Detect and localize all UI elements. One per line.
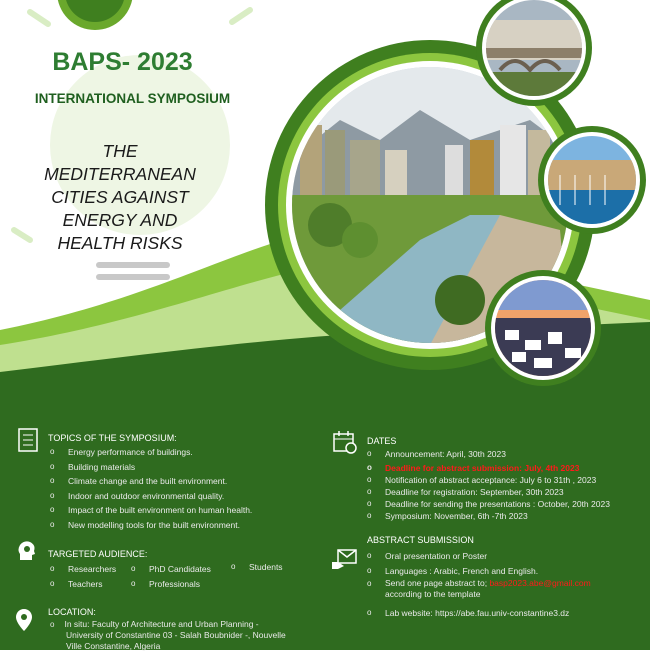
list-item: o Indoor and outdoor environmental quality. [50,489,252,504]
list-item: o PhD Candidates [131,562,211,577]
theme-line: ENERGY AND [62,210,178,230]
list-item: o Deadline for registration: September, 30th 2023 [367,486,610,498]
dates-heading: DATES [367,436,397,446]
checklist-icon [18,428,38,457]
location-line: o In situ: Faculty of Architecture and Urban Planning - [50,619,259,629]
symposium-theme [20,140,220,255]
harbor-image [538,126,646,234]
topics-list [50,445,252,532]
deadline-item: o Deadline for abstract submission: July, 4th 2023 [367,462,610,474]
topics-heading: TOPICS OF THE SYMPOSIUM: [48,433,177,443]
theme-line: CITIES AGAINST [51,187,189,207]
list-item: o Researchers [50,562,116,577]
list-item: o Teachers [50,577,116,592]
list-item: o Deadline for sending the presentations : October, 20th 2023 [367,498,610,510]
list-item: o Symposium: November, 6th -7th 2023 [367,510,610,522]
list-item: o Students [231,560,283,575]
location-pin-icon [16,609,32,636]
abstract-heading: ABSTRACT SUBMISSION [367,535,474,545]
list-item: o Professionals [131,577,211,592]
list-item: o Climate change and the built environment. [50,474,252,489]
submission-email[interactable]: basp2023.abe@gmail.com [489,578,591,588]
location-line: Ville Constantine, Algeria [66,641,161,651]
location-heading: LOCATION: [48,607,96,617]
audience-list-col3 [231,560,283,575]
location-address [50,619,286,652]
list-item: o New modelling tools for the built environment. [50,518,252,533]
calendar-icon [333,430,357,459]
santorini-image [485,270,601,386]
list-item: o Send one page abstract to; basp2023.abe@gmail.com [367,578,591,589]
list-item: o Announcement: April, 30th 2023 [367,447,610,462]
envelope-hand-icon [332,548,358,575]
theme-line: MEDITERRANEAN [44,164,196,184]
event-subtitle: INTERNATIONAL SYMPOSIUM [34,91,231,106]
audience-heading: TARGETED AUDIENCE: [48,549,148,559]
list-item: o Languages : Arabic, French and English. [367,564,591,579]
abstract-list [367,549,591,621]
list-item: o Energy performance of buildings. [50,445,252,460]
audience-list-col1 [50,562,116,591]
theme-line: THE [102,141,138,161]
lab-website-link[interactable]: o Lab website: https://abe.fau.univ-constantine3.dz [367,606,591,621]
dates-list [367,447,610,522]
list-item: o Impact of the built environment on human health. [50,503,252,518]
list-item: o Building materials [50,460,252,475]
head-gears-icon [16,540,38,567]
list-item: o Notification of abstract acceptance: July 6 to 31th , 2023 [367,474,610,486]
event-title: BAPS- 2023 [52,48,193,76]
list-item: o Oral presentation or Poster [367,549,591,564]
location-line: University of Constantine 03 - Salah Boubnider -, Nouvelle [66,630,286,640]
list-item-continuation: according to the template [385,589,481,599]
audience-list-col2 [131,562,211,591]
theme-line: HEALTH RISKS [57,233,183,253]
